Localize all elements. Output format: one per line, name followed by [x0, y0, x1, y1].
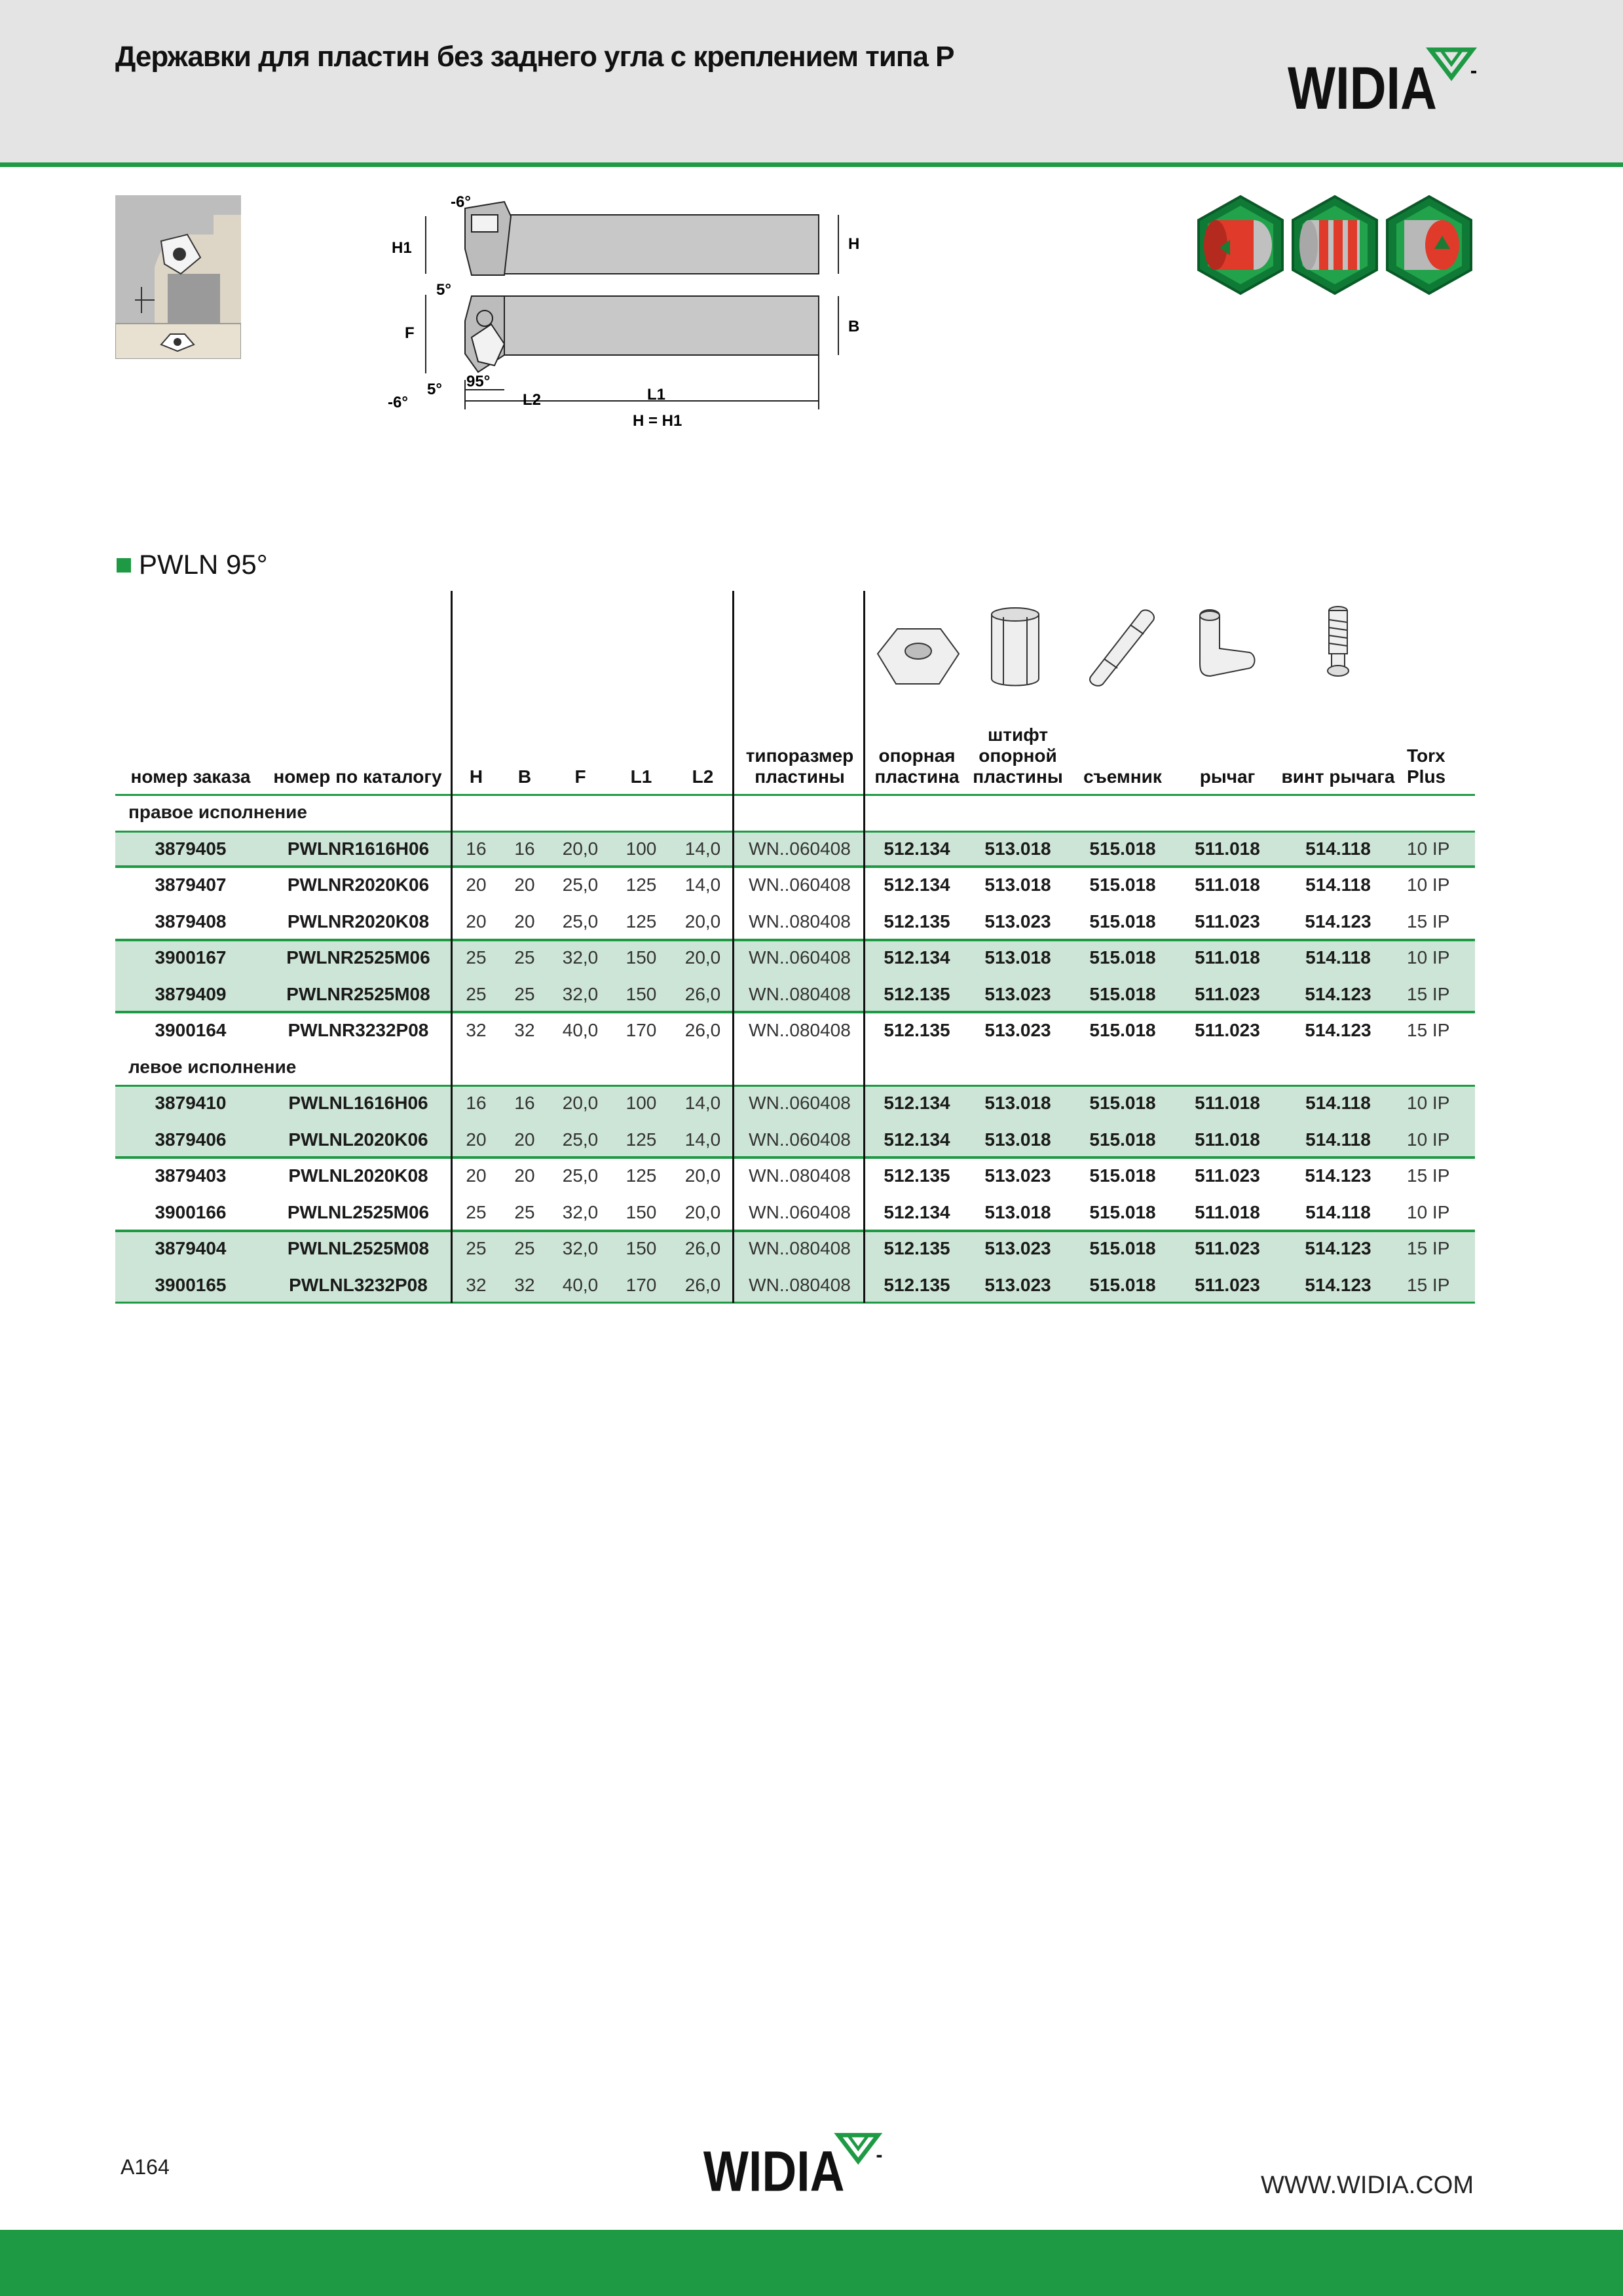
cell-l1: 125 [625, 911, 657, 932]
column-divider [451, 591, 453, 1303]
svg-text:95°: 95° [466, 373, 491, 390]
col-torx-line2: Plus [1407, 766, 1446, 787]
row-rule [115, 1085, 1475, 1087]
cell-l1: 150 [625, 1201, 657, 1222]
cell-pin: 513.018 [984, 1129, 1051, 1150]
svg-text:-6°: -6° [388, 394, 408, 411]
svg-text:WIDIA: WIDIA [1288, 55, 1437, 115]
row-rule [115, 866, 1475, 868]
cell-insert: WN..080408 [749, 1165, 851, 1186]
svg-text:F: F [405, 324, 415, 342]
cell-shim: 512.135 [884, 1238, 950, 1258]
cell-f: 20,0 [562, 1093, 599, 1113]
cell-catalog: PWLNR2020K08 [287, 911, 430, 932]
cell-extractor: 515.018 [1089, 983, 1156, 1004]
cell-lever: 511.023 [1195, 1274, 1260, 1295]
cell-screw: 514.123 [1305, 1165, 1371, 1186]
cell-pin: 513.023 [984, 911, 1051, 932]
cell-pin: 513.018 [984, 1093, 1051, 1113]
lever-screw-icon [1322, 603, 1354, 691]
cell-order: 3879409 [155, 983, 227, 1004]
cell-order: 3900165 [155, 1274, 227, 1295]
cell-f: 32,0 [562, 983, 599, 1004]
row-rule [115, 939, 1475, 941]
cell-h: 32 [466, 1020, 487, 1040]
cell-f: 40,0 [562, 1274, 599, 1295]
tool-holder-drawing [380, 190, 878, 442]
cell-f: 25,0 [562, 1165, 599, 1186]
cell-l2: 26,0 [684, 983, 721, 1004]
website-url: WWW.WIDIA.COM [1260, 2172, 1474, 2199]
cell-torx: 10 IP [1407, 875, 1450, 895]
col-pin-line2: опорной [979, 745, 1057, 766]
cell-insert: WN..060408 [749, 875, 851, 895]
cell-extractor: 515.018 [1089, 1238, 1156, 1258]
cell-pin: 513.023 [984, 983, 1051, 1004]
cell-insert: WN..060408 [749, 1129, 851, 1150]
col-pin-line1: штифт [987, 725, 1049, 745]
cell-l2: 26,0 [684, 1238, 721, 1258]
col-insert-size [736, 745, 863, 787]
cell-lever: 511.023 [1195, 983, 1260, 1004]
svg-text:H = H1: H = H1 [633, 412, 682, 430]
cell-torx: 10 IP [1407, 838, 1450, 859]
cell-b: 20 [514, 911, 535, 932]
column-divider [732, 591, 734, 1303]
cell-l2: 26,0 [684, 1274, 721, 1295]
cell-l1: 170 [625, 1020, 657, 1040]
cell-b: 25 [514, 983, 535, 1004]
col-catalog: номер по каталогу [273, 766, 442, 787]
widia-logo-footer [698, 2129, 888, 2197]
cell-lever: 511.018 [1195, 947, 1260, 968]
cell-insert: WN..080408 [749, 983, 851, 1004]
cell-order: 3900167 [155, 947, 227, 968]
cell-l2: 14,0 [684, 1093, 721, 1113]
cell-insert: WN..080408 [749, 911, 851, 932]
cell-catalog: PWLNL2525M08 [287, 1238, 430, 1258]
section-marker [117, 558, 131, 573]
cell-order: 3900164 [155, 1020, 227, 1040]
cell-h: 16 [466, 838, 487, 859]
cell-pin: 513.023 [984, 1020, 1051, 1040]
cell-l2: 14,0 [684, 1129, 721, 1150]
cell-l1: 150 [625, 947, 657, 968]
cell-l2: 20,0 [684, 911, 721, 932]
cell-b: 25 [514, 1201, 535, 1222]
cell-l2: 14,0 [684, 838, 721, 859]
cell-screw: 514.118 [1305, 947, 1371, 968]
cell-order: 3879408 [155, 911, 227, 932]
cell-catalog: PWLNR1616H06 [287, 838, 430, 859]
col-l2: L2 [692, 766, 714, 787]
cell-l1: 125 [625, 1129, 657, 1150]
cell-screw: 514.118 [1305, 1201, 1371, 1222]
cell-shim: 512.134 [884, 1129, 950, 1150]
cell-l2: 20,0 [684, 1201, 721, 1222]
section-title-text: PWLN 95° [139, 549, 268, 580]
cell-insert: WN..060408 [749, 1093, 851, 1113]
cell-order: 3879403 [155, 1165, 227, 1186]
cell-screw: 514.118 [1305, 875, 1371, 895]
row-rule [115, 1157, 1475, 1159]
cell-torx: 10 IP [1407, 1201, 1450, 1222]
cell-b: 25 [514, 1238, 535, 1258]
row-rule [115, 831, 1475, 833]
cell-extractor: 515.018 [1089, 838, 1156, 859]
cell-f: 32,0 [562, 1201, 599, 1222]
row-rule [115, 1302, 1475, 1304]
cell-shim: 512.134 [884, 838, 950, 859]
cell-f: 40,0 [562, 1020, 599, 1040]
cell-catalog: PWLNR3232P08 [288, 1020, 429, 1040]
cell-order: 3879407 [155, 875, 227, 895]
col-insert-size-line1: типоразмер [745, 745, 854, 766]
col-shim [868, 745, 965, 787]
cell-b: 20 [514, 1129, 535, 1150]
cell-insert: WN..060408 [749, 947, 851, 968]
cell-pin: 513.023 [984, 1165, 1051, 1186]
row-rule [115, 1011, 1475, 1013]
row-rule [115, 1230, 1475, 1232]
cell-order: 3879405 [155, 838, 227, 859]
cell-h: 20 [466, 875, 487, 895]
cell-screw: 514.118 [1305, 838, 1371, 859]
cell-shim: 512.135 [884, 1165, 950, 1186]
cell-b: 20 [514, 1165, 535, 1186]
cell-shim: 512.134 [884, 1093, 950, 1113]
cell-extractor: 515.018 [1089, 1129, 1156, 1150]
cell-b: 32 [514, 1274, 535, 1295]
cell-pin: 513.018 [984, 947, 1051, 968]
page-number: A164 [121, 2155, 170, 2179]
section-title [117, 549, 268, 580]
cell-l2: 20,0 [684, 947, 721, 968]
cell-f: 20,0 [562, 838, 599, 859]
extractor-icon [1078, 603, 1163, 691]
cell-h: 32 [466, 1274, 487, 1295]
cell-h: 20 [466, 1165, 487, 1186]
col-order: номер заказа [130, 766, 251, 787]
cell-b: 32 [514, 1020, 535, 1040]
col-l1: L1 [630, 766, 652, 787]
cell-lever: 511.018 [1195, 1093, 1260, 1113]
cell-pin: 513.023 [984, 1238, 1051, 1258]
col-shim-pin [968, 725, 1068, 787]
cell-extractor: 515.018 [1089, 1093, 1156, 1113]
cell-catalog: PWLNL2020K06 [288, 1129, 428, 1150]
cell-catalog: PWLNR2020K06 [287, 875, 430, 895]
cell-l2: 20,0 [684, 1165, 721, 1186]
col-b: B [517, 766, 532, 787]
col-insert-size-line2: пластины [755, 766, 845, 787]
cell-shim: 512.135 [884, 911, 950, 932]
cell-l1: 150 [625, 1238, 657, 1258]
cell-shim: 512.135 [884, 983, 950, 1004]
svg-text:5°: 5° [427, 381, 442, 398]
cell-h: 20 [466, 1129, 487, 1150]
svg-text:-6°: -6° [451, 193, 471, 211]
cell-l1: 170 [625, 1274, 657, 1295]
cell-screw: 514.123 [1305, 1020, 1371, 1040]
cell-l1: 150 [625, 983, 657, 1004]
svg-text:L1: L1 [647, 386, 666, 404]
cell-insert: WN..080408 [749, 1274, 851, 1295]
cell-order: 3900166 [155, 1201, 227, 1222]
cell-lever: 511.018 [1195, 875, 1260, 895]
cell-screw: 514.123 [1305, 911, 1371, 932]
cell-b: 16 [514, 1093, 535, 1113]
cell-extractor: 515.018 [1089, 1020, 1156, 1040]
cell-lever: 511.023 [1195, 1020, 1260, 1040]
cell-h: 25 [466, 1238, 487, 1258]
cell-shim: 512.135 [884, 1020, 950, 1040]
cell-b: 16 [514, 838, 535, 859]
cell-pin: 513.023 [984, 1274, 1051, 1295]
group-row [115, 1049, 1475, 1085]
cell-pin: 513.018 [984, 875, 1051, 895]
cell-catalog: PWLNL2525M06 [287, 1201, 430, 1222]
cell-torx: 10 IP [1407, 947, 1450, 968]
cell-lever: 511.018 [1195, 838, 1260, 859]
col-lever-screw: винт рычага [1281, 766, 1395, 787]
svg-text:H: H [848, 235, 860, 253]
col-f: F [574, 766, 586, 787]
cell-l1: 100 [625, 838, 657, 859]
cell-torx: 15 IP [1407, 1274, 1450, 1295]
cell-torx: 15 IP [1407, 1165, 1450, 1186]
cell-lever: 511.018 [1195, 1129, 1260, 1150]
cell-shim: 512.134 [884, 875, 950, 895]
cell-f: 32,0 [562, 1238, 599, 1258]
group-label: левое исполнение [128, 1056, 297, 1077]
cell-h: 25 [466, 983, 487, 1004]
cell-f: 25,0 [562, 1129, 599, 1150]
cell-torx: 15 IP [1407, 1020, 1450, 1040]
cell-f: 32,0 [562, 947, 599, 968]
cell-extractor: 515.018 [1089, 1201, 1156, 1222]
cell-f: 25,0 [562, 875, 599, 895]
cell-screw: 514.118 [1305, 1093, 1371, 1113]
cell-l1: 100 [625, 1093, 657, 1113]
cell-extractor: 515.018 [1089, 911, 1156, 932]
cell-extractor: 515.018 [1089, 1165, 1156, 1186]
cell-screw: 514.123 [1305, 1238, 1371, 1258]
cell-screw: 514.123 [1305, 983, 1371, 1004]
cell-lever: 511.023 [1195, 1165, 1260, 1186]
cell-order: 3879406 [155, 1129, 227, 1150]
cell-shim: 512.135 [884, 1274, 950, 1295]
cell-h: 25 [466, 1201, 487, 1222]
cell-insert: WN..060408 [749, 838, 851, 859]
cell-insert: WN..080408 [749, 1020, 851, 1040]
cell-l2: 26,0 [684, 1020, 721, 1040]
cell-l2: 14,0 [684, 875, 721, 895]
cell-h: 20 [466, 911, 487, 932]
cell-b: 25 [514, 947, 535, 968]
cell-screw: 514.123 [1305, 1274, 1371, 1295]
cell-torx: 15 IP [1407, 1238, 1450, 1258]
cell-f: 25,0 [562, 911, 599, 932]
group-row [115, 794, 1475, 830]
col-extractor: съемник [1083, 766, 1162, 787]
widia-logo-header [1288, 43, 1478, 115]
cell-catalog: PWLNL1616H06 [288, 1093, 428, 1113]
cell-lever: 511.018 [1195, 1201, 1260, 1222]
cell-pin: 513.018 [984, 1201, 1051, 1222]
col-lever: рычаг [1199, 766, 1256, 787]
cell-h: 25 [466, 947, 487, 968]
svg-text:H1: H1 [392, 239, 412, 257]
svg-text:B: B [848, 318, 860, 335]
threading-icon [1290, 194, 1379, 299]
cell-torx: 15 IP [1407, 983, 1450, 1004]
cell-catalog: PWLNL3232P08 [289, 1274, 428, 1295]
lever-icon [1191, 603, 1263, 691]
cell-order: 3879410 [155, 1093, 227, 1113]
tool-position-thumbnail [115, 195, 241, 362]
group-label: правое исполнение [128, 802, 307, 822]
page-title: Державки для пластин без заднего угла с креплением типа P [115, 41, 954, 73]
cell-insert: WN..060408 [749, 1201, 851, 1222]
shim-icon [871, 620, 964, 695]
col-shim-line1: опорная [878, 745, 956, 766]
cell-order: 3879404 [155, 1238, 227, 1258]
cell-b: 20 [514, 875, 535, 895]
cell-lever: 511.023 [1195, 1238, 1260, 1258]
cell-catalog: PWLNL2020K08 [288, 1165, 428, 1186]
col-h: H [469, 766, 483, 787]
cell-catalog: PWLNR2525M06 [286, 947, 430, 968]
cell-screw: 514.118 [1305, 1129, 1371, 1150]
cell-extractor: 515.018 [1089, 1274, 1156, 1295]
svg-text:L2: L2 [523, 391, 542, 409]
cell-l1: 125 [625, 1165, 657, 1186]
cell-torx: 15 IP [1407, 911, 1450, 932]
footer-band [0, 2230, 1623, 2296]
roughing-icon [1196, 194, 1285, 299]
cell-pin: 513.018 [984, 838, 1051, 859]
cell-extractor: 515.018 [1089, 947, 1156, 968]
svg-text:WIDIA: WIDIA [703, 2139, 845, 2197]
cell-extractor: 515.018 [1089, 875, 1156, 895]
col-shim-line2: пластина [874, 766, 960, 787]
cell-shim: 512.134 [884, 1201, 950, 1222]
svg-text:5°: 5° [436, 281, 451, 299]
cell-lever: 511.023 [1195, 911, 1260, 932]
cell-torx: 10 IP [1407, 1129, 1450, 1150]
cell-l1: 125 [625, 875, 657, 895]
shim-pin-icon [985, 603, 1045, 695]
cell-insert: WN..080408 [749, 1238, 851, 1258]
cell-torx: 10 IP [1407, 1093, 1450, 1113]
facing-icon [1385, 194, 1474, 299]
cell-catalog: PWLNR2525M08 [286, 983, 430, 1004]
cell-h: 16 [466, 1093, 487, 1113]
col-pin-line3: пластины [973, 766, 1063, 787]
column-divider [863, 591, 865, 1303]
col-torx [1407, 745, 1471, 787]
col-torx-line1: Torx [1407, 745, 1446, 766]
cell-shim: 512.134 [884, 947, 950, 968]
